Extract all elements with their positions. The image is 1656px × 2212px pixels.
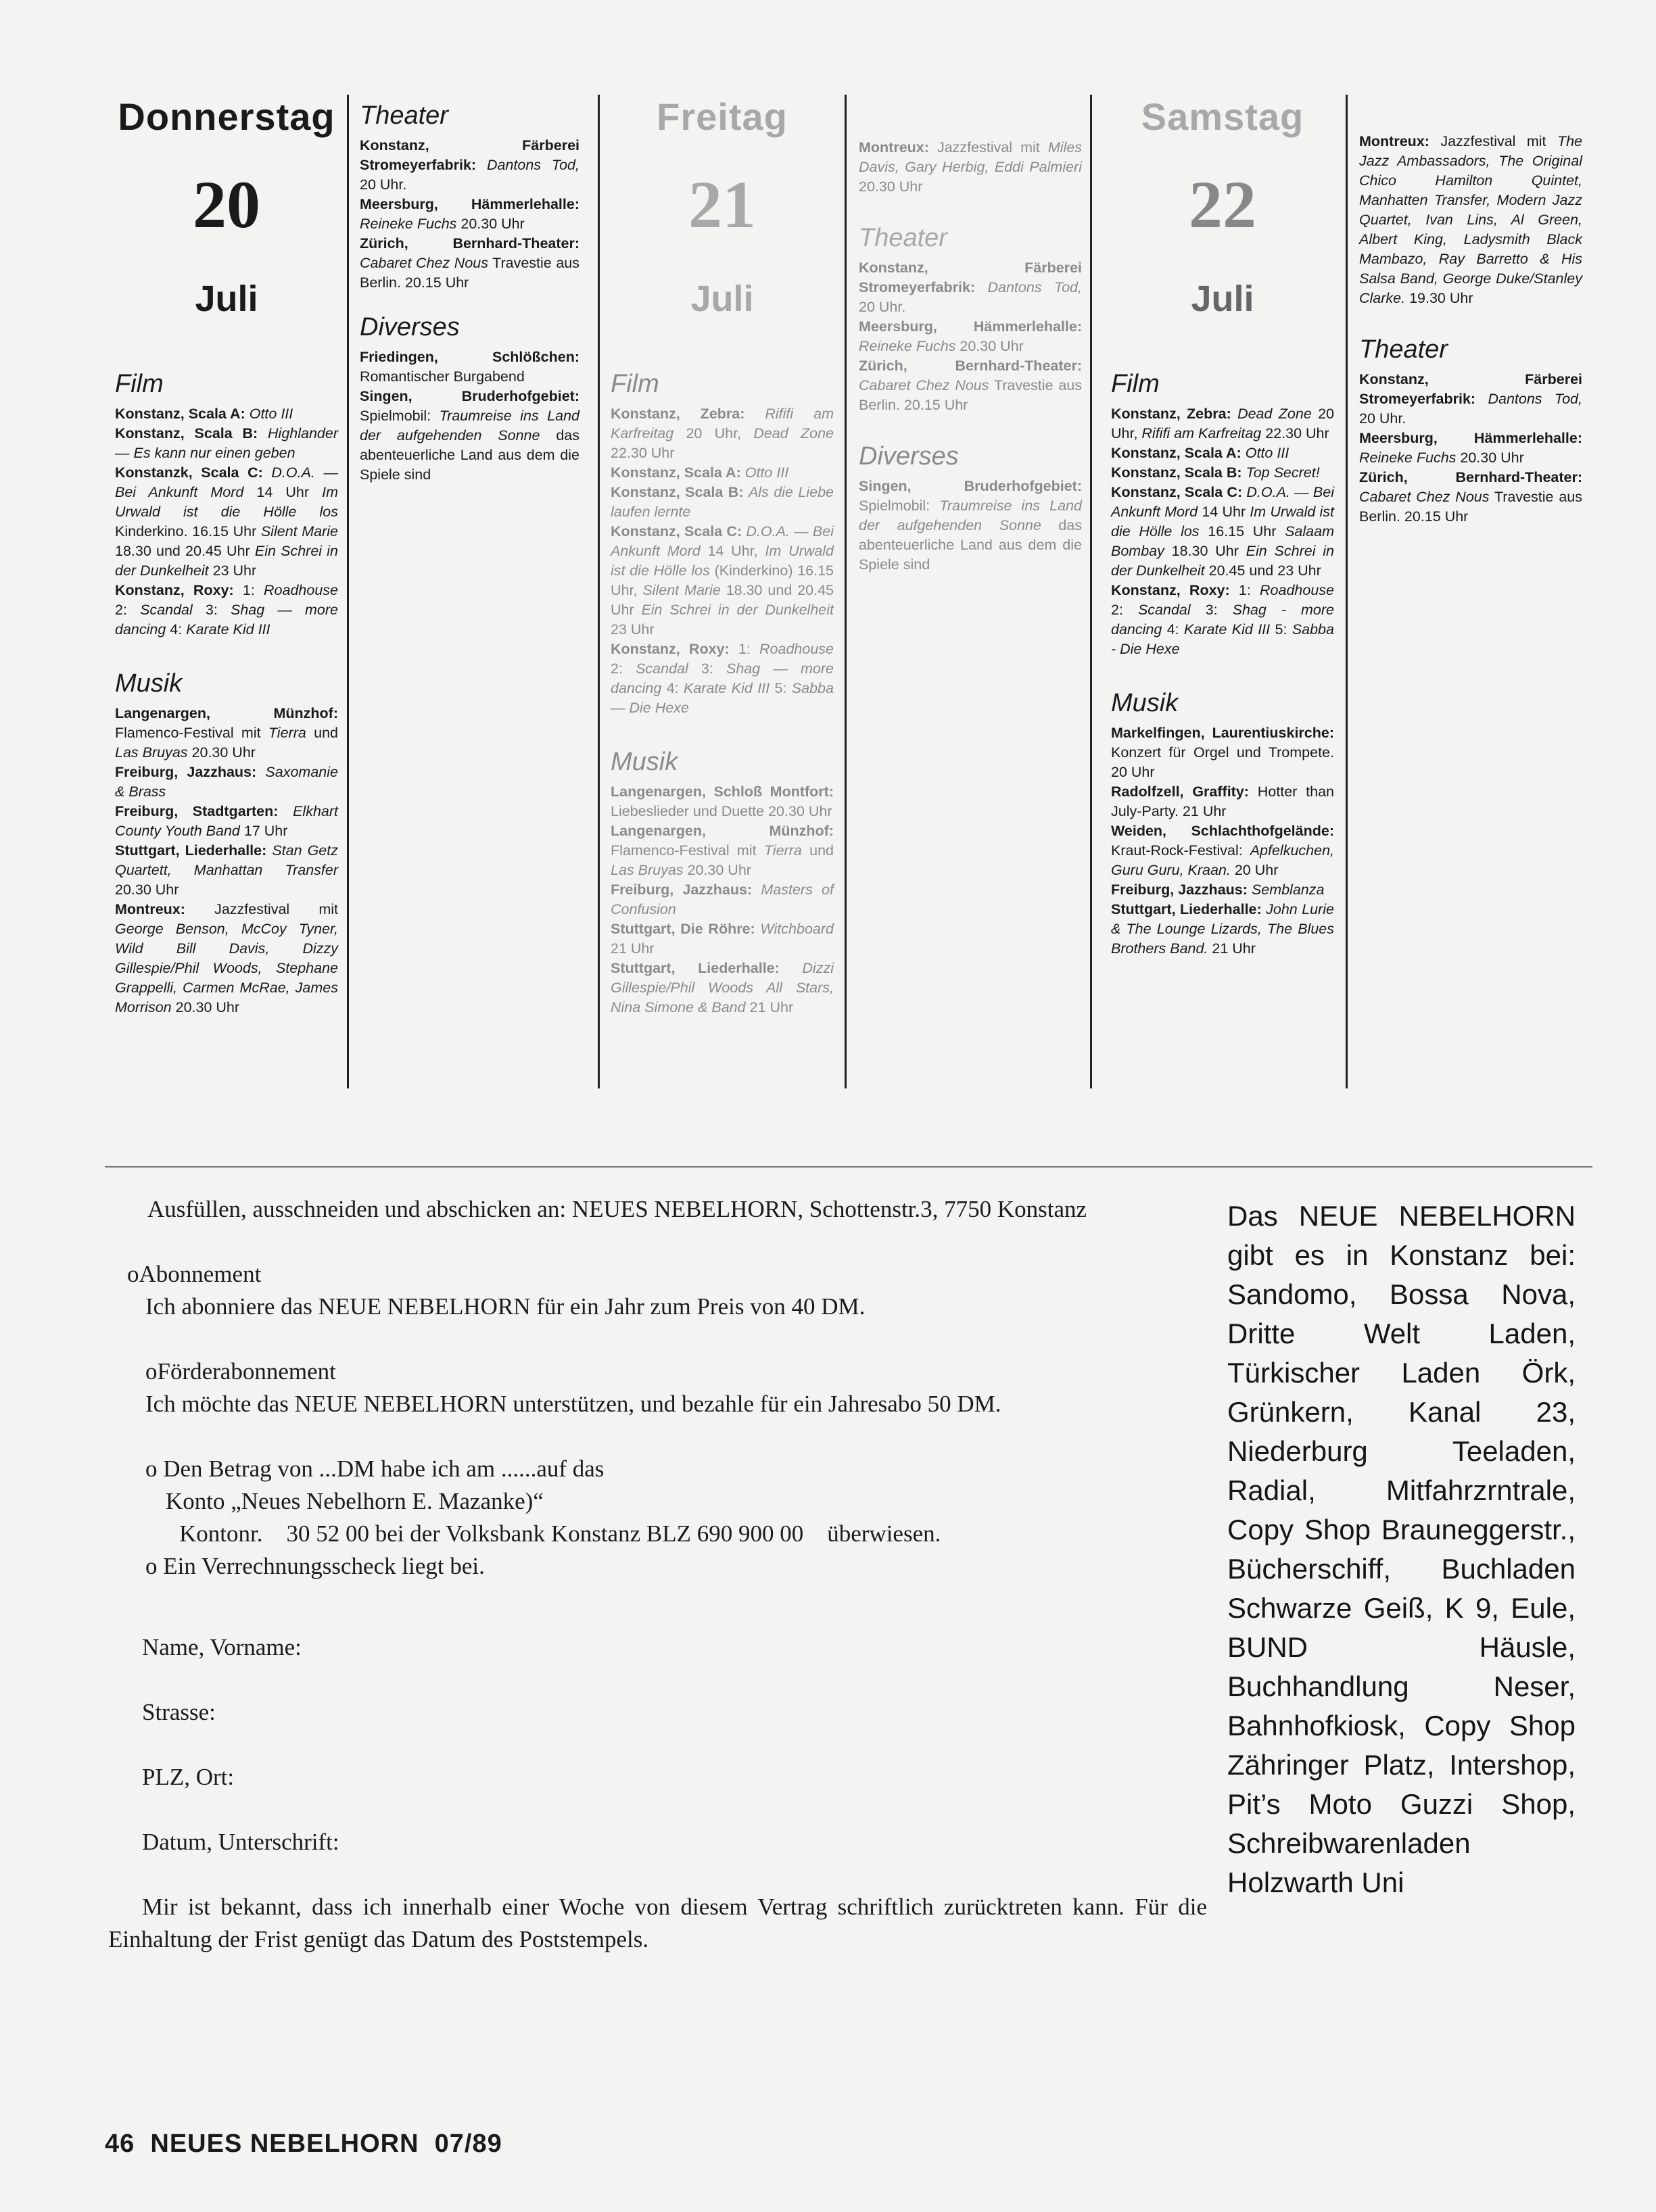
foerder-text: Ich möchte das NEUE NEBELHORN unterstützen, und bezahle für ein Jahresabo 50 DM. xyxy=(145,1391,1001,1417)
listing-entry: Konstanz, Scala B: Top Secret! xyxy=(1111,464,1320,481)
diverses-list xyxy=(859,477,1082,575)
section-heading-theater: Theater xyxy=(1359,335,1448,364)
column-divider xyxy=(1090,95,1092,1088)
column-thursday-2 xyxy=(360,95,579,485)
name-field[interactable]: Name, Vorname: xyxy=(142,1634,302,1660)
section-heading-theater: Theater xyxy=(859,224,947,252)
listing-entry: Konstanz, Zebra: Rififi am Karfreitag 20 Uhr, Dead Zone 22.30 Uhr xyxy=(611,406,834,461)
payment-cheque-option[interactable]: o Ein Verrechnungsscheck liegt bei. xyxy=(145,1553,485,1579)
section-heading-film: Film xyxy=(611,370,659,398)
listing-entry: Stuttgart, Liederhalle: Dizzi Gillespie/Phil Woods All Stars, Nina Simone & Band 21 Uhr xyxy=(611,960,834,1015)
listing-entry: Freiburg, Stadtgarten: Elkhart County Youth Band 17 Uhr xyxy=(115,803,338,839)
listing-entry: Konstanz, Roxy: 1: Roadhouse 2: Scandal 3: Shag — more dancing 4: Karate Kid III xyxy=(115,582,338,638)
listing-entry: Singen, Bruderhofgebiet: Spielmobil: Traumreise ins Land der aufgehenden Sonne das abenteuerliche Land aus dem die Spiele sind xyxy=(360,388,579,483)
listing-entry: Freiburg, Jazzhaus: Semblanza xyxy=(1111,882,1325,898)
day-month: Juli xyxy=(1191,279,1254,319)
listing-entry: Zürich, Bernhard-Theater: Cabaret Chez Nous Travestie aus Berlin. 20.15 Uhr xyxy=(1359,469,1582,525)
listing-entry: Singen, Bruderhofgebiet: Spielmobil: Traumreise ins Land der aufgehenden Sonne das abenteuerliche Land aus dem die Spiele sind xyxy=(859,478,1082,573)
section-heading-musik: Musik xyxy=(115,669,183,698)
listing-entry: Konstanz, Scala B: Als die Liebe laufen lernte xyxy=(611,484,834,520)
payment-account-number: Kontonr. 30 52 00 bei der Volksbank Konstanz BLZ 690 900 00 überwiesen. xyxy=(179,1520,941,1547)
listing-entry: Langenargen, Schloß Montfort: Liebeslieder und Duette 20.30 Uhr xyxy=(611,784,834,819)
listing-entry: Stuttgart, Die Röhre: Witchboard 21 Uhr xyxy=(611,921,834,957)
musik-list xyxy=(115,704,338,1017)
listing-entry: Konstanz, Färberei Stromeyerfabrik: Dantons Tod, 20 Uhr. xyxy=(1359,371,1582,427)
listing-entry: Konstanz, Roxy: 1: Roadhouse 2: Scandal 3: Shag — more dancing 4: Karate Kid III 5: Sabba — Die Hexe xyxy=(611,641,834,716)
column-friday xyxy=(611,95,834,1017)
section-heading-musik: Musik xyxy=(1111,689,1179,717)
listing-entry: Konstanz, Zebra: Dead Zone 20 Uhr, Rififi am Karfreitag 22.30 Uhr xyxy=(1111,406,1335,441)
listing-entry: Montreux: Jazzfestival mit George Benson, McCoy Tyner, Wild Bill Davis, Dizzy Gillespie/Phil Woods, Stephane Grappelli, Carmen McRae, James Morrison 20.30 Uhr xyxy=(115,901,338,1015)
film-list xyxy=(611,404,834,718)
form-intro: Ausfüllen, ausschneiden und abschicken an: NEUES NEBELHORN, Schottenstr.3, 7750 Konstanz xyxy=(147,1196,1087,1222)
listing-entry: Stuttgart, Liederhalle: John Lurie & The Lounge Lizards, The Blues Brothers Band. 21 Uhr xyxy=(1111,901,1334,957)
abo-option[interactable]: oAbonnement xyxy=(127,1261,262,1287)
listing-entry: Konstanz, Färberei Stromeyerfabrik: Dantons Tod, 20 Uhr. xyxy=(360,137,579,193)
section-heading-film: Film xyxy=(1111,370,1160,398)
day-header-friday xyxy=(611,95,834,320)
listing-entry: Zürich, Bernhard-Theater: Cabaret Chez Nous Travestie aus Berlin. 20.15 Uhr xyxy=(360,235,579,291)
day-number: 20 xyxy=(193,167,260,242)
diverses-list xyxy=(360,347,579,485)
film-list xyxy=(1111,404,1334,659)
listing-entry: Konstanz, Färberei Stromeyerfabrik: Dantons Tod, 20 Uhr. xyxy=(859,260,1082,315)
column-friday-2 xyxy=(859,95,1082,575)
day-header-saturday xyxy=(1111,95,1334,320)
section-heading-diverses: Diverses xyxy=(360,313,460,341)
day-header-thursday xyxy=(115,95,338,320)
listing-entry: Montreux: Jazzfestival mit Miles Davis, Gary Herbig, Eddi Palmieri 20.30 Uhr xyxy=(859,139,1082,195)
listing-entry: Zürich, Bernhard-Theater: Cabaret Chez Nous Travestie aus Berlin. 20.15 Uhr xyxy=(859,358,1082,413)
section-heading-film: Film xyxy=(115,370,164,398)
listing-entry: Stuttgart, Liederhalle: Stan Getz Quartett, Manhattan Transfer 20.30 Uhr xyxy=(115,842,338,898)
listing-entry: Meersburg, Hämmerlehalle: Reineke Fuchs 20.30 Uhr xyxy=(859,318,1082,354)
day-name: Samstag xyxy=(1141,95,1304,138)
abo-text: Ich abonniere das NEUE NEBELHORN für ein Jahr zum Preis von 40 DM. xyxy=(145,1293,866,1320)
page-footer: 46 NEUES NEBELHORN 07/89 xyxy=(105,2130,502,2158)
listing-entry: Markelfingen, Laurentiuskirche: Konzert für Orgel und Trompete. 20 Uhr xyxy=(1111,725,1334,780)
listing-entry: Freiburg, Jazzhaus: Saxomanie & Brass xyxy=(115,764,338,800)
listing-entry: Langenargen, Münzhof: Flamenco-Festival mit Tierra und Las Bruyas 20.30 Uhr xyxy=(115,705,338,761)
column-saturday xyxy=(1111,95,1334,959)
column-saturday-2 xyxy=(1359,95,1582,527)
city-field[interactable]: PLZ, Ort: xyxy=(142,1764,235,1790)
listing-entry: Montreux: Jazzfestival mit The Jazz Ambassadors, The Original Chico Hamilton Quintet, Manhatten Transfer, Modern Jazz Quartet, Ivan Lins, Al Green, Albert King, Ladysmith Black Mambazo, Ray Barretto & His Salsa Band, George Duke/Stanley Clarke. 19.30 Uhr xyxy=(1359,133,1582,306)
listing-entry: Weiden, Schlachthofgelände: Kraut-Rock-Festival: Apfelkuchen, Guru Guru, Kraan. 20 Uhr xyxy=(1111,823,1334,878)
listing-entry: Langenargen, Münzhof: Flamenco-Festival mit Tierra und Las Bruyas 20.30 Uhr xyxy=(611,823,834,878)
theater-list xyxy=(360,136,579,293)
column-divider xyxy=(347,95,349,1088)
listing-entry: Konstanz, Scala C: D.O.A. — Bei Ankunft Mord 14 Uhr, Im Urwald ist die Hölle los (Kinderkino) 16.15 Uhr, Silent Marie 18.30 und 20.45 Uhr Ein Schrei in der Dunkelheit 23 Uhr xyxy=(611,523,834,638)
listing-entry: Konstanz, Scala B: Highlander — Es kann nur einen geben xyxy=(115,425,338,461)
listing-entry: Radolfzell, Graffity: Hotter than July-Party. 21 Uhr xyxy=(1111,784,1334,819)
column-thursday xyxy=(115,95,338,1017)
top-list xyxy=(1359,132,1582,308)
listing-entry: Konstanz, Scala A: Otto III xyxy=(115,406,293,422)
musik-list xyxy=(611,782,834,1017)
listing-entry: Meersburg, Hämmerlehalle: Reineke Fuchs 20.30 Uhr xyxy=(360,196,579,232)
top-list xyxy=(859,138,1082,197)
payment-account: Konto „Neues Nebelhorn E. Mazanke)“ xyxy=(166,1488,544,1514)
theater-list xyxy=(1359,370,1582,527)
listing-entry: Friedingen, Schlößchen: Romantischer Burgabend xyxy=(360,349,579,385)
day-number: 21 xyxy=(688,167,756,242)
day-name: Donnerstag xyxy=(118,95,335,138)
column-divider xyxy=(1346,95,1348,1088)
subscription-form xyxy=(108,1193,1207,1956)
listing-entry: Konstanz, Scala A: Otto III xyxy=(611,464,789,481)
section-heading-theater: Theater xyxy=(360,101,448,130)
listing-entry: Konstanz, Scala C: D.O.A. — Bei Ankunft Mord 14 Uhr Im Urwald ist die Hölle los 16.15 Uhr Salaam Bombay 18.30 Uhr Ein Schrei in der Dunkelheit 20.45 und 23 Uhr xyxy=(1111,484,1334,579)
day-name: Freitag xyxy=(657,95,788,138)
film-list xyxy=(115,404,338,640)
withdrawal-notice: Mir ist bekannt, dass ich innerhalb einer Woche von diesem Vertrag schriftlich zurücktreten kann. Für die Einhaltung der Frist genügt das Datum des Poststempels. xyxy=(108,1894,1207,1952)
column-divider xyxy=(845,95,847,1088)
listing-entry: Meersburg, Hämmerlehalle: Reineke Fuchs 20.30 Uhr xyxy=(1359,430,1582,466)
column-divider xyxy=(598,95,600,1088)
foerder-option[interactable]: oFörderabonnement xyxy=(145,1358,336,1385)
musik-list xyxy=(1111,723,1334,959)
day-number: 22 xyxy=(1189,167,1256,242)
listing-entry: Freiburg, Jazzhaus: Masters of Confusion xyxy=(611,882,834,917)
availability-list: Das NEUE NEBELHORN gibt es in Konstanz bei: Sandomo, Bossa Nova, Dritte Welt Laden, Türkischer Laden Örk, Grünkern, Kanal 23, Niederburg Teeladen, Radial, Mitfahrzrntrale, Copy Shop Brauneggerstr., Bücherschiff, Buchladen Schwarze Geiß, K 9, Eule, BUND Häusle, Buchhandlung Neser, Bahnhofkiosk, Copy Shop Zähringer Platz, Intershop, Pit’s Moto Guzzi Shop, Schreibwarenladen Holzwarth Uni xyxy=(1227,1200,1576,1898)
listing-entry: Konstanzk, Scala C: D.O.A. — Bei Ankunft Mord 14 Uhr Im Urwald ist die Hölle los Kinderkino. 16.15 Uhr Silent Marie 18.30 und 20.45 Uhr Ein Schrei in der Dunkelheit 23 Uhr xyxy=(115,464,338,579)
signature-field[interactable]: Datum, Unterschrift: xyxy=(142,1829,339,1855)
listing-entry: Konstanz, Scala A: Otto III xyxy=(1111,445,1290,461)
section-divider xyxy=(105,1166,1592,1168)
theater-list xyxy=(859,258,1082,415)
day-month: Juli xyxy=(690,279,754,319)
listing-entry: Konstanz, Roxy: 1: Roadhouse 2: Scandal 3: Shag - more dancing 4: Karate Kid III 5: Sabba - Die Hexe xyxy=(1111,582,1334,657)
payment-transfer-option[interactable]: o Den Betrag von ...DM habe ich am ......auf das xyxy=(145,1456,605,1482)
section-heading-diverses: Diverses xyxy=(859,442,959,471)
section-heading-musik: Musik xyxy=(611,748,678,776)
day-month: Juli xyxy=(195,279,258,319)
street-field[interactable]: Strasse: xyxy=(142,1699,216,1725)
